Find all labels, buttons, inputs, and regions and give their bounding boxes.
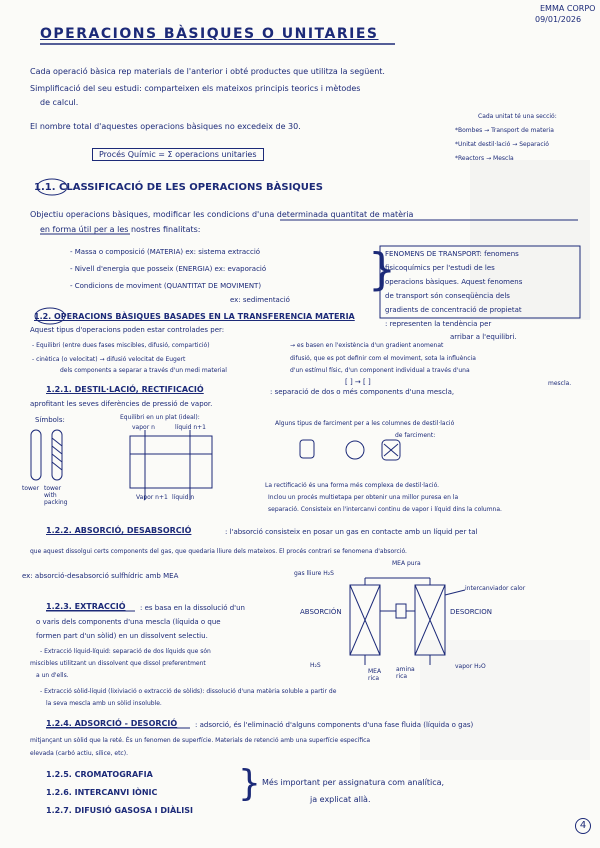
paragraph-line: que aquest dissolgui certs components del gas, que quedaria lliure dels mateixos. El procés contrari se fenomena d'absorció. <box>30 548 407 555</box>
paragraph-line: - Extracció líquid-líquid: separació de dos líquids que són <box>40 648 211 655</box>
section-heading: 1.1. CLASSIFICACIÓ DE LES OPERACIONS BÀSIQUES <box>34 182 323 193</box>
paragraph-line: La rectificació és una forma més complexa de destil·lació. <box>265 482 440 489</box>
page-title: OPERACIONS BÀSIQUES O UNITARIES <box>40 26 379 42</box>
paragraph-line: en forma útil per a les nostres finalitats: <box>40 225 201 234</box>
paragraph-line: : es basa en la dissolució d'un <box>140 604 245 612</box>
transport-note: operacions bàsiques. Aquest fenomens <box>385 278 523 286</box>
intro-bullet: Simplificació del seu estudi: comparteixen els mateixos principis teorics i mètodes <box>30 84 361 93</box>
subsection-heading: 1.2.2. ABSORCIÓ, DESABSORCIÓ <box>46 526 192 535</box>
side-note: Cada unitat té una secció: <box>478 113 557 120</box>
transport-box <box>380 246 580 318</box>
paragraph-line: : representen la tendència per <box>385 320 492 328</box>
paragraph-line: arribar a l'equilibri. <box>450 333 517 341</box>
formula-box: Procés Químic = Σ operacions unitaries <box>92 148 264 161</box>
transport-note: gradients de concentració de propietat <box>385 306 522 314</box>
label: de farciment: <box>395 432 436 439</box>
note-line: ja explicat allà. <box>310 795 371 804</box>
brace: } <box>368 244 396 295</box>
side-note: *Bombes → Transport de materia <box>455 127 554 134</box>
plate-diagram <box>130 436 212 488</box>
paragraph-line: separació. Consisteix en l'intercanvi continu de vapor i líquid dins la columna. <box>268 506 502 513</box>
paragraph-line: mitjançant un sòlid que la reté. És un fenomen de superfície. Materials de retenció amb una superfície específica <box>30 737 371 744</box>
label: amina rica <box>396 666 415 680</box>
section-heading: 1.2. OPERACIONS BÀSIQUES BASADES EN LA TRANSFERENCIA MATERIA <box>34 312 355 321</box>
subsection-heading: 1.2.1. DESTIL·LACIÓ, RECTIFICACIÓ <box>46 385 204 394</box>
paragraph-line: elevada (carbó actiu, sílice, etc). <box>30 750 128 757</box>
transport-note: fisicoquímics per l'estudi de les <box>385 264 495 272</box>
label: Vapor n+1 <box>136 494 168 501</box>
date: 09/01/2026 <box>535 15 582 24</box>
label: ABSORCIÓN <box>300 608 342 616</box>
paragraph-line: o varis dels components d'una mescla (líquida o que <box>36 618 221 626</box>
label: vapor n <box>132 424 155 431</box>
side-note: *Unitat destil·lació → Separació <box>455 141 549 148</box>
paragraph-line: Aquest tipus d'operacions poden estar controlades per: <box>30 326 225 334</box>
intro-bullet: El nombre total d'aquestes operacions bàsiques no excedeix de 30. <box>30 122 301 131</box>
paragraph-line: mescla. <box>548 380 572 387</box>
intro-bullet: Cada operació bàsica rep materials de l'anterior i obté productes que utilitza la següent. <box>30 67 385 76</box>
author: EMMA CORPO <box>540 4 596 13</box>
packing-ring <box>300 440 314 458</box>
list-item: - Massa o composició (MATERIA) ex: sistema extracció <box>70 248 261 256</box>
formula: [ ] → [ ] <box>345 378 371 386</box>
label: líquid n <box>172 494 195 501</box>
label: MEA rica <box>368 668 382 682</box>
paragraph-line: - Extracció sòlid-líquid (lixiviació o extracció de sòlids): dissolució d'una matèria soluble a partir de <box>40 688 337 695</box>
label: Equilibri en un plat (ideal): <box>120 414 200 421</box>
label: intercanviador calor <box>465 585 526 592</box>
list-item: - Nivell d'energia que posseix (ENERGIA) ex: evaporació <box>70 265 267 273</box>
brace: } <box>238 763 261 804</box>
paragraph-line: : l'absorció consisteix en posar un gas en contacte amb un líquid per tal <box>225 528 478 536</box>
transport-note: de transport són conseqüència dels <box>385 292 510 300</box>
label: tower <box>22 485 40 492</box>
example: ex: absorció-desabsorció sulfhídric amb MEA <box>22 572 179 580</box>
side-note: *Reactors → Mescla <box>455 155 514 162</box>
paragraph-line: : separació de dos o més components d'una mescla, <box>270 388 455 396</box>
paragraph-line: : adsorció, és l'eliminació d'alguns components d'una fase fluida (líquida o gas) <box>195 721 474 729</box>
label: Alguns tipus de farciment per a les columnes de destil·lació <box>275 420 455 427</box>
subsection-heading: 1.2.7. DIFUSIÓ GASOSA I DIÀLISI <box>46 806 193 815</box>
transport-note: FENOMENS DE TRANSPORT: fenomens <box>385 250 519 258</box>
heading-circle <box>37 179 67 195</box>
label: DESORCION <box>450 608 492 616</box>
label: H₂S <box>310 662 321 669</box>
label: tower with packing <box>44 485 68 506</box>
paragraph-line: d'un estímul físic, d'un component individual a través d'una <box>290 367 470 374</box>
paragraph-line: a un d'ells. <box>36 672 69 679</box>
heading-circle <box>35 308 65 324</box>
page-number: 4 <box>575 818 591 834</box>
label: vapor H₂O <box>455 663 486 670</box>
paragraph-line: → es basen en l'existència d'un gradient anomenat <box>290 342 444 349</box>
note-line: Més important per assignatura com analítica, <box>262 778 445 787</box>
paragraph-line: Inclou un procés multietapa per obtenir una millor puresa en la <box>268 494 459 501</box>
paragraph-line: - Equilibri (entre dues fases miscibles, difusió, compartició) <box>32 342 210 349</box>
paragraph-line: Objectiu operacions bàsiques, modificar les condicions d'una determinada quantitat de matèria <box>30 210 414 219</box>
paragraph-line: dels components a separar a través d'un medi material <box>60 367 227 374</box>
paragraph-line: aprofitant les seves diferències de pressió de vapor. <box>30 400 213 408</box>
label: MEA pura <box>392 560 421 567</box>
paragraph-line: - cinètica (o velocitat) → difusió velocitat de Eugert <box>32 356 186 363</box>
intro-bullet-cont: de calcul. <box>40 98 79 107</box>
paragraph-line: la seva mescla amb un sòlid insoluble. <box>46 700 162 707</box>
subsection-heading: 1.2.3. EXTRACCIÓ <box>46 602 126 611</box>
paragraph-line: difusió, que es pot definir com el moviment, sota la influència <box>290 355 476 362</box>
subsection-heading: 1.2.4. ADSORCIÓ - DESORCIÓ <box>46 719 178 728</box>
list-item-example: ex: sedimentació <box>230 296 290 304</box>
subsection-heading: 1.2.5. CROMATOGRAFIA <box>46 770 153 779</box>
paragraph-line: miscibles utilitzant un dissolvent que dissol preferentment <box>30 660 206 667</box>
subsection-heading: 1.2.6. INTERCANVI IÒNIC <box>46 788 158 797</box>
label: gas lliure H₂S <box>294 570 334 577</box>
list-item: - Condicions de moviment (QUANTITAT DE MOVIMENT) <box>70 282 262 290</box>
heat-exchanger <box>396 604 406 618</box>
tower-symbol <box>31 430 41 480</box>
label: Símbols: <box>35 416 65 424</box>
label: líquid n+1 <box>175 424 206 431</box>
packing-saddle <box>346 441 364 459</box>
paragraph-line: formen part d'un sòlid) en un dissolvent selectiu. <box>36 632 208 640</box>
